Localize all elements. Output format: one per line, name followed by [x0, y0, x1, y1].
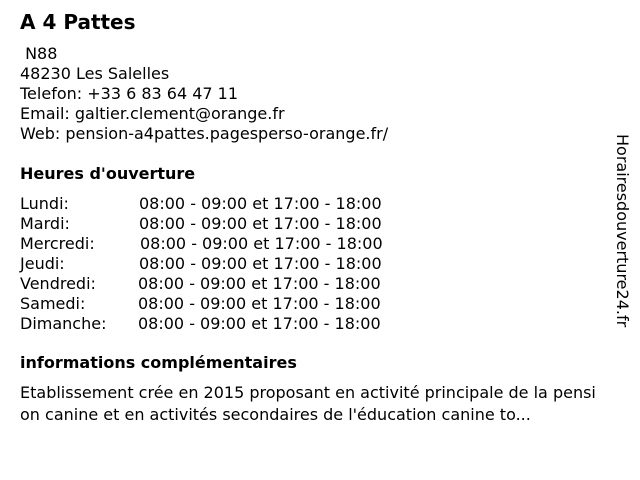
hours-time: 08:00 - 09:00 et 17:00 - 18:00 — [140, 234, 383, 253]
hours-time: 08:00 - 09:00 et 17:00 - 18:00 — [138, 314, 381, 333]
additional-info-heading: informations complémentaires — [20, 353, 297, 372]
email-line: Email: galtier.clement@orange.fr — [20, 104, 285, 123]
contact-block — [20, 44, 388, 144]
hours-day: Mardi: — [20, 214, 70, 233]
hours-time: 08:00 - 09:00 et 17:00 - 18:00 — [138, 294, 381, 313]
website-line: Web: pension-a4pattes.pagesperso-orange.fr/ — [20, 124, 389, 143]
hours-row-tuesday — [20, 214, 440, 234]
address-street: N88 — [20, 44, 58, 63]
hours-day: Dimanche: — [20, 314, 107, 333]
business-description: Etablissement crée en 2015 proposant en activité principale de la pension canine et en activités secondaires de l'éducation canine to... — [20, 383, 596, 424]
hours-day: Mercredi: — [20, 234, 95, 253]
hours-row-sunday — [20, 314, 440, 334]
hours-time: 08:00 - 09:00 et 17:00 - 18:00 — [138, 274, 381, 293]
hours-row-friday — [20, 274, 440, 294]
hours-day: Jeudi: — [20, 254, 65, 273]
hours-day: Vendredi: — [20, 274, 96, 293]
hours-row-wednesday — [20, 234, 440, 254]
hours-time: 08:00 - 09:00 et 17:00 - 18:00 — [139, 194, 382, 213]
hours-time: 08:00 - 09:00 et 17:00 - 18:00 — [139, 254, 382, 273]
opening-hours-table — [20, 194, 440, 334]
hours-time: 08:00 - 09:00 et 17:00 - 18:00 — [139, 214, 382, 233]
phone-line: Telefon: +33 6 83 64 47 11 — [20, 84, 239, 103]
hours-row-thursday — [20, 254, 440, 274]
hours-day: Samedi: — [20, 294, 86, 313]
opening-hours-heading: Heures d'ouverture — [20, 164, 196, 183]
hours-day: Lundi: — [20, 194, 69, 213]
address-city: 48230 Les Salelles — [20, 64, 170, 83]
hours-row-saturday — [20, 294, 440, 314]
hours-row-monday — [20, 194, 440, 214]
site-watermark: Horairesdouverture24.fr — [613, 134, 632, 328]
business-name: A 4 Pattes — [20, 10, 136, 34]
